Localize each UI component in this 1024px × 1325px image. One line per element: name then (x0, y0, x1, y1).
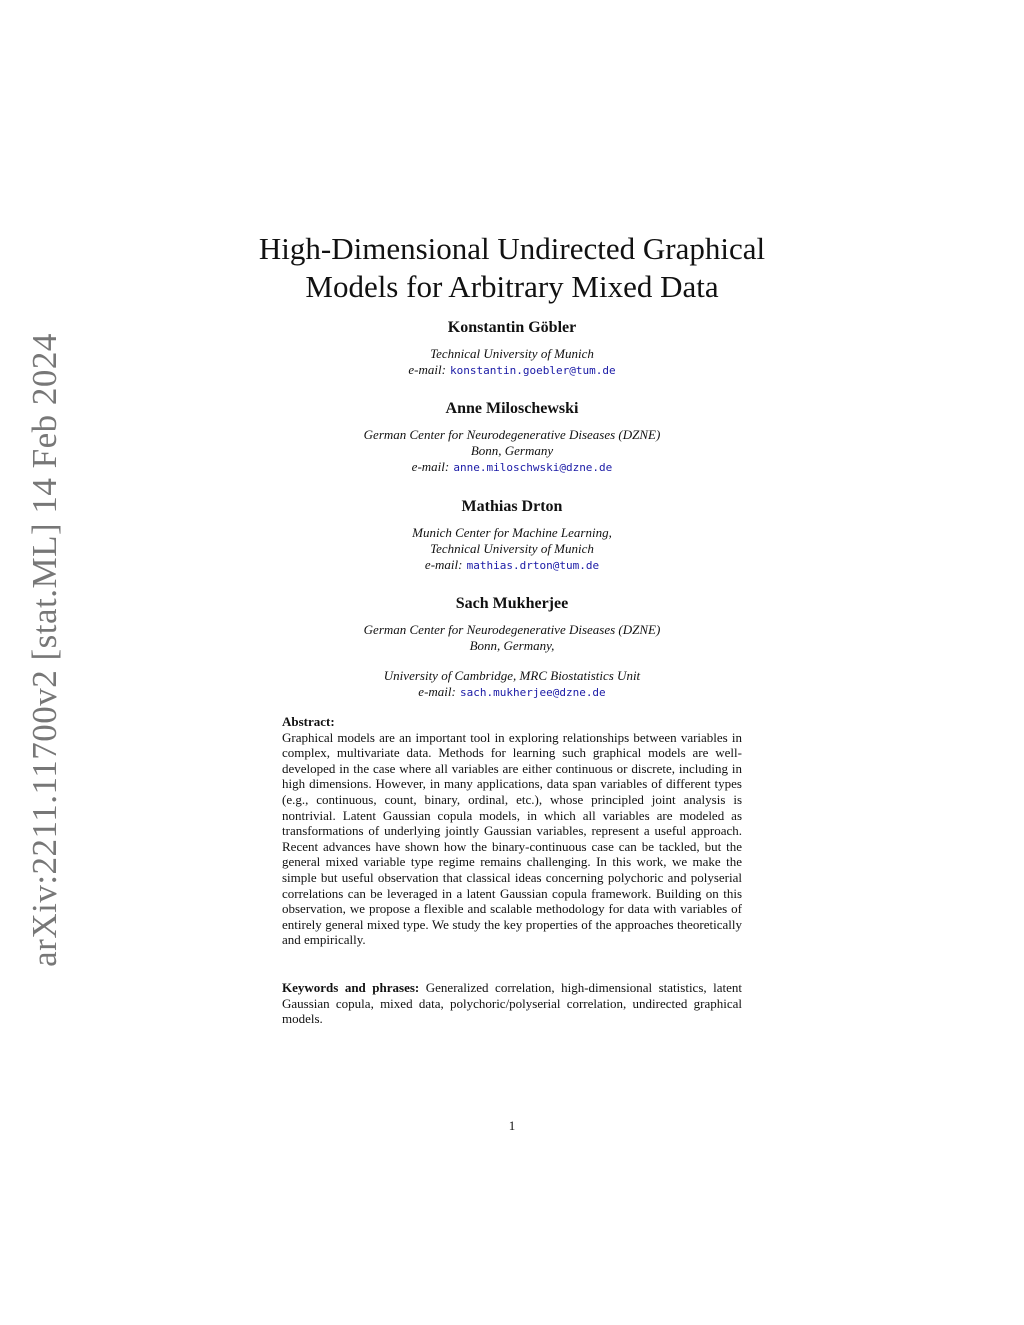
author-email-line (222, 684, 802, 701)
author-email-line (222, 459, 802, 476)
author-email-line (222, 362, 802, 379)
author-block-mukherjee (222, 594, 802, 701)
author-email-link[interactable]: konstantin.goebler@tum.de (450, 364, 616, 377)
abstract-heading: Abstract: (282, 714, 335, 729)
author-block-miloschewski (222, 399, 802, 476)
author-block-drton (222, 497, 802, 574)
keywords-text: Generalized correlation, high-dimensional statistics, latent Gaussian copula, mixed data, polychoric/polyserial correlation, undirected graphical models. (282, 980, 743, 1027)
author-affiliation: University of Cambridge, MRC Biostatistics Unit (383, 668, 641, 683)
author-name: Mathias Drton (461, 498, 563, 515)
email-label: e-mail: (408, 362, 446, 377)
author-affiliation: Technical University of Munich (430, 541, 594, 556)
author-affiliation: German Center for Neurodegenerative Diseases (DZNE) (363, 427, 661, 442)
author-affiliation: Munich Center for Machine Learning, (412, 525, 612, 540)
arxiv-identifier: arXiv:2211.11700v2 [stat.ML] 14 Feb 2024 (25, 333, 64, 967)
author-block-goebler (222, 318, 802, 379)
abstract-text: Graphical models are an important tool in exploring relationships between variables in complex, multivariate data. Methods for learning such graphical models are well-developed in the case where all variables are either continuous or discrete, including in high dimensions. However, in many applications, data span variables of different types (e.g., continuous, count, binary, ordinal, etc.), whose principled joint analysis is nontrivial. Latent Gaussian copula models, in which all variables are modeled as transformations of underlying jointly Gaussian variables, represent a useful approach. Recent advances have shown how the binary-continuous case can be tackled, but the general mixed variable type regime remains challenging. In this work, we make the simple but useful observation that classical ideas concerning polychoric and polyserial correlations can be leveraged in a latent Gaussian copula framework. Building on this observation, we propose a flexible and scalable methodology for data with variables of entirely general mixed type. We study the key properties of the approaches theoretically and empirically. (282, 729, 742, 948)
author-email-link[interactable]: sach.mukherjee@dzne.de (459, 686, 606, 699)
keywords-heading: Keywords and phrases: (282, 980, 420, 995)
author-email-line (222, 557, 802, 574)
author-name: Sach Mukherjee (455, 595, 569, 612)
author-name: Konstantin Göbler (447, 319, 577, 336)
email-label: e-mail: (424, 557, 463, 572)
author-affiliation: Technical University of Munich (430, 346, 594, 361)
title-line-2: Models for Arbitrary Mixed Data (305, 269, 719, 304)
keywords-section (282, 980, 742, 1027)
title-line-1: High-Dimensional Undirected Graphical (258, 231, 766, 266)
abstract-section (282, 714, 742, 948)
author-affiliation: German Center for Neurodegenerative Diseases (DZNE) (363, 622, 661, 637)
author-affiliation: Bonn, Germany, (469, 638, 555, 653)
author-email-link[interactable]: anne.miloschwski@dzne.de (453, 461, 613, 474)
page-number: 1 (508, 1118, 516, 1133)
author-email-link[interactable]: mathias.drton@tum.de (466, 559, 600, 572)
email-label: e-mail: (411, 459, 450, 474)
paper-title (222, 230, 802, 306)
author-name: Anne Miloschewski (445, 400, 579, 417)
author-affiliation: Bonn, Germany (470, 443, 554, 458)
email-label: e-mail: (418, 684, 456, 699)
